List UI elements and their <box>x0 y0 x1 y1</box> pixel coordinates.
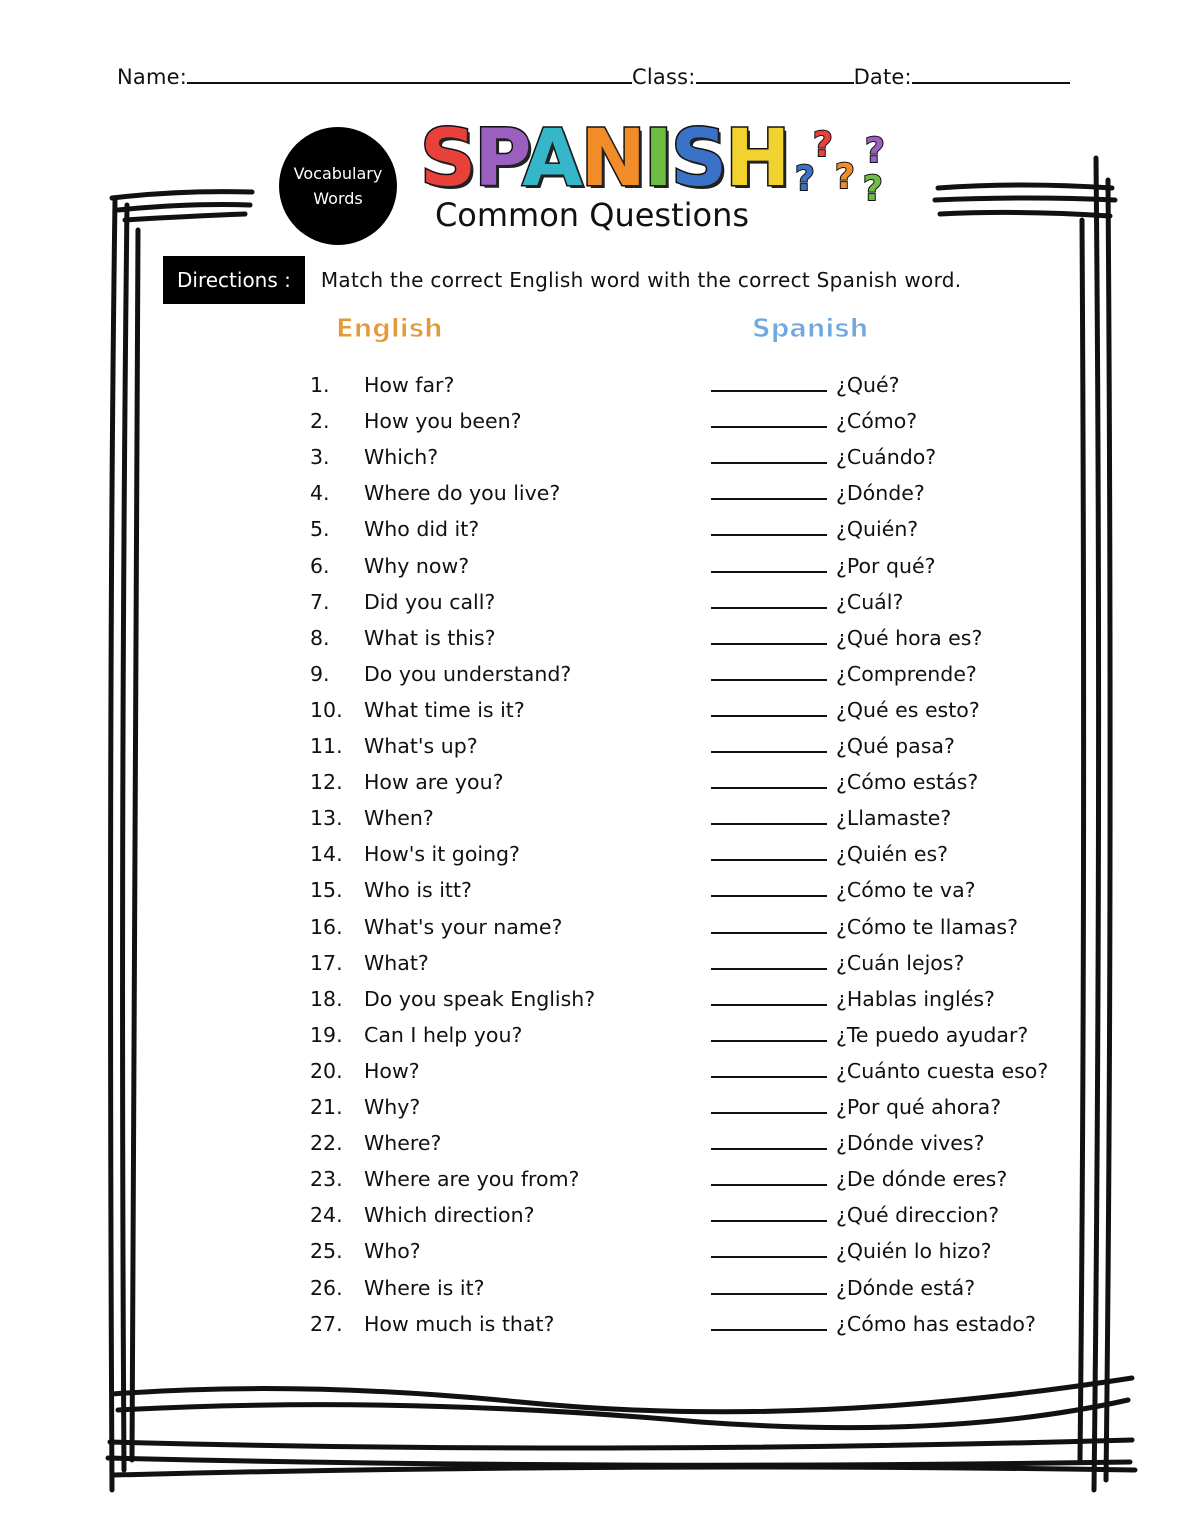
matching-row <box>0 1163 1187 1199</box>
answer-blank[interactable] <box>711 1204 827 1222</box>
item-number: 12. <box>310 770 343 794</box>
item-number: 3. <box>310 445 330 469</box>
spanish-phrase: ¿De dónde eres? <box>836 1167 1008 1191</box>
answer-blank[interactable] <box>711 843 827 861</box>
matching-row <box>0 369 1187 405</box>
english-phrase: Can I help you? <box>364 1023 523 1047</box>
english-phrase: How's it going? <box>364 842 520 866</box>
directions-bar <box>163 256 1083 304</box>
item-number: 2. <box>310 409 330 433</box>
matching-row <box>0 1091 1187 1127</box>
spanish-answer-cell <box>711 1095 1001 1119</box>
name-label: Name: <box>117 65 188 89</box>
item-number: 18. <box>310 987 343 1011</box>
answer-blank[interactable] <box>711 1313 827 1331</box>
matching-row <box>0 983 1187 1019</box>
spanish-answer-cell <box>711 1167 1007 1191</box>
answer-blank[interactable] <box>711 446 827 464</box>
spanish-phrase: ¿Cómo has estado? <box>836 1312 1036 1336</box>
spanish-phrase: ¿Hablas inglés? <box>836 987 995 1011</box>
spanish-phrase: ¿Cuándo? <box>836 445 937 469</box>
english-phrase: What's up? <box>364 734 478 758</box>
matching-row <box>0 1235 1187 1271</box>
matching-row <box>0 802 1187 838</box>
class-blank[interactable] <box>696 64 854 84</box>
matching-row <box>0 405 1187 441</box>
item-number: 9. <box>310 662 330 686</box>
question-mark-blue-icon: ? <box>795 159 815 199</box>
matching-row <box>0 586 1187 622</box>
page-subtitle: Common Questions <box>434 196 750 234</box>
answer-blank[interactable] <box>711 663 827 681</box>
question-mark-purple-icon: ? <box>865 131 885 171</box>
matching-row <box>0 766 1187 802</box>
spanish-answer-cell <box>711 1059 1048 1083</box>
title-letter: A <box>522 114 581 204</box>
spanish-phrase: ¿Cómo estás? <box>836 770 979 794</box>
spanish-answer-cell <box>711 1239 991 1263</box>
matching-row <box>0 550 1187 586</box>
spanish-phrase: ¿Qué? <box>836 373 900 397</box>
answer-blank[interactable] <box>711 699 827 717</box>
item-number: 22. <box>310 1131 343 1155</box>
item-number: 1. <box>310 373 330 397</box>
spanish-phrase: ¿Qué hora es? <box>836 626 983 650</box>
spanish-phrase: ¿Quién lo hizo? <box>836 1239 992 1263</box>
english-phrase: How you been? <box>364 409 522 433</box>
english-column-header: English <box>336 314 443 344</box>
spanish-phrase: ¿Dónde? <box>836 481 925 505</box>
english-phrase: Which direction? <box>364 1203 535 1227</box>
item-number: 6. <box>310 554 330 578</box>
english-phrase: Where is it? <box>364 1276 485 1300</box>
answer-blank[interactable] <box>711 374 827 392</box>
english-phrase: Did you call? <box>364 590 496 614</box>
title-letter: S <box>420 114 475 204</box>
spanish-answer-cell <box>711 698 980 722</box>
question-mark-orange-icon: ? <box>835 157 855 197</box>
spanish-answer-cell <box>711 915 1018 939</box>
english-phrase: Where? <box>364 1131 442 1155</box>
answer-blank[interactable] <box>711 879 827 897</box>
answer-blank[interactable] <box>711 627 827 645</box>
item-number: 27. <box>310 1312 343 1336</box>
item-number: 5. <box>310 517 330 541</box>
english-phrase: Who? <box>364 1239 421 1263</box>
spanish-answer-cell <box>711 626 982 650</box>
english-phrase: What time is it? <box>364 698 525 722</box>
answer-blank[interactable] <box>711 735 827 753</box>
page-title <box>420 114 789 204</box>
badge-line-1: Vocabulary <box>293 164 383 183</box>
spanish-answer-cell <box>711 1023 1028 1047</box>
matching-row <box>0 1127 1187 1163</box>
spanish-answer-cell <box>711 554 936 578</box>
item-number: 20. <box>310 1059 343 1083</box>
spanish-answer-cell <box>711 590 903 614</box>
english-phrase: When? <box>364 806 434 830</box>
english-phrase: Why? <box>364 1095 421 1119</box>
english-phrase: Why now? <box>364 554 470 578</box>
spanish-phrase: ¿Por qué? <box>836 554 936 578</box>
answer-blank[interactable] <box>711 518 827 536</box>
spanish-answer-cell <box>711 951 964 975</box>
matching-row <box>0 1272 1187 1308</box>
matching-row <box>0 838 1187 874</box>
answer-blank[interactable] <box>711 807 827 825</box>
item-number: 24. <box>310 1203 343 1227</box>
answer-blank[interactable] <box>711 1024 827 1042</box>
spanish-phrase: ¿Te puedo ayudar? <box>836 1023 1029 1047</box>
item-number: 17. <box>310 951 343 975</box>
item-number: 21. <box>310 1095 343 1119</box>
spanish-answer-cell <box>711 987 995 1011</box>
english-phrase: How are you? <box>364 770 504 794</box>
english-phrase: What's your name? <box>364 915 563 939</box>
spanish-answer-cell <box>711 1203 999 1227</box>
english-phrase: Do you speak English? <box>364 987 596 1011</box>
spanish-phrase: ¿Quién? <box>836 517 919 541</box>
answer-blank[interactable] <box>711 916 827 934</box>
spanish-column-header: Spanish <box>752 314 869 344</box>
date-label: Date: <box>853 65 912 89</box>
directions-label: Directions : <box>163 256 305 304</box>
spanish-phrase: ¿Llamaste? <box>836 806 952 830</box>
answer-blank[interactable] <box>711 988 827 1006</box>
spanish-answer-cell <box>711 373 900 397</box>
item-number: 14. <box>310 842 343 866</box>
spanish-phrase: ¿Cómo? <box>836 409 918 433</box>
answer-blank[interactable] <box>711 555 827 573</box>
item-number: 10. <box>310 698 343 722</box>
spanish-phrase: ¿Cómo te va? <box>836 878 976 902</box>
spanish-answer-cell <box>711 445 936 469</box>
answer-blank[interactable] <box>711 771 827 789</box>
item-number: 23. <box>310 1167 343 1191</box>
badge-line-2: Words <box>313 189 363 208</box>
spanish-answer-cell <box>711 734 955 758</box>
item-number: 19. <box>310 1023 343 1047</box>
vocabulary-words-badge <box>279 127 397 245</box>
item-number: 25. <box>310 1239 343 1263</box>
spanish-answer-cell <box>711 842 948 866</box>
spanish-phrase: ¿Cuánto cuesta eso? <box>836 1059 1049 1083</box>
answer-blank[interactable] <box>711 952 827 970</box>
english-phrase: How far? <box>364 373 455 397</box>
title-letter: N <box>580 114 644 204</box>
matching-row <box>0 477 1187 513</box>
item-number: 7. <box>310 590 330 614</box>
item-number: 26. <box>310 1276 343 1300</box>
name-blank[interactable] <box>187 64 632 84</box>
answer-blank[interactable] <box>711 1240 827 1258</box>
spanish-answer-cell <box>711 481 925 505</box>
item-number: 8. <box>310 626 330 650</box>
spanish-phrase: ¿Cuán lejos? <box>836 951 965 975</box>
spanish-phrase: ¿Cómo te llamas? <box>836 915 1018 939</box>
english-phrase: Where are you from? <box>364 1167 580 1191</box>
spanish-phrase: ¿Qué es esto? <box>836 698 980 722</box>
matching-row <box>0 441 1187 477</box>
item-number: 13. <box>310 806 343 830</box>
english-phrase: How? <box>364 1059 420 1083</box>
item-number: 16. <box>310 915 343 939</box>
english-phrase: Where do you live? <box>364 481 561 505</box>
spanish-answer-cell <box>711 662 977 686</box>
matching-row <box>0 1199 1187 1235</box>
spanish-phrase: ¿Qué pasa? <box>836 734 955 758</box>
date-blank[interactable] <box>912 64 1070 84</box>
matching-row <box>0 513 1187 549</box>
matching-row <box>0 911 1187 947</box>
spanish-answer-cell <box>711 1276 975 1300</box>
spanish-answer-cell <box>711 1312 1036 1336</box>
matching-row <box>0 694 1187 730</box>
matching-row <box>0 947 1187 983</box>
spanish-phrase: ¿Cuál? <box>836 590 904 614</box>
english-phrase: Who did it? <box>364 517 480 541</box>
answer-blank[interactable] <box>711 1132 827 1150</box>
english-phrase: What is this? <box>364 626 496 650</box>
answer-blank[interactable] <box>711 482 827 500</box>
answer-blank[interactable] <box>711 1060 827 1078</box>
matching-row <box>0 622 1187 658</box>
class-label: Class: <box>632 65 696 89</box>
question-mark-red-icon: ? <box>813 128 833 165</box>
matching-row <box>0 1308 1187 1344</box>
item-number: 15. <box>310 878 343 902</box>
question-marks-icon <box>793 128 903 208</box>
student-info-line <box>117 64 1077 89</box>
english-phrase: Do you understand? <box>364 662 572 686</box>
item-number: 11. <box>310 734 343 758</box>
matching-row <box>0 658 1187 694</box>
spanish-answer-cell <box>711 409 917 433</box>
directions-text: Match the correct English word with the correct Spanish word. <box>320 268 962 292</box>
spanish-answer-cell <box>711 517 918 541</box>
english-phrase: How much is that? <box>364 1312 555 1336</box>
spanish-answer-cell <box>711 806 951 830</box>
spanish-answer-cell <box>711 878 976 902</box>
answer-blank[interactable] <box>711 1168 827 1186</box>
answer-blank[interactable] <box>711 1096 827 1114</box>
matching-row <box>0 1055 1187 1091</box>
spanish-phrase: ¿Dónde está? <box>836 1276 976 1300</box>
spanish-phrase: ¿Comprende? <box>836 662 977 686</box>
spanish-answer-cell <box>711 770 978 794</box>
spanish-phrase: ¿Quién es? <box>836 842 948 866</box>
title-letter: S <box>670 114 726 204</box>
matching-row <box>0 1019 1187 1055</box>
question-mark-green-icon: ? <box>863 169 883 208</box>
answer-blank[interactable] <box>711 410 827 428</box>
answer-blank[interactable] <box>711 1277 827 1295</box>
title-letter: I <box>643 114 671 204</box>
spanish-phrase: ¿Dónde vives? <box>836 1131 985 1155</box>
matching-row <box>0 874 1187 910</box>
spanish-phrase: ¿Qué direccion? <box>836 1203 1000 1227</box>
item-number: 4. <box>310 481 330 505</box>
title-letter: H <box>725 114 789 204</box>
spanish-answer-cell <box>711 1131 984 1155</box>
english-phrase: What? <box>364 951 429 975</box>
title-letter: P <box>474 114 523 204</box>
answer-blank[interactable] <box>711 591 827 609</box>
english-phrase: Which? <box>364 445 439 469</box>
english-phrase: Who is itt? <box>364 878 472 902</box>
spanish-phrase: ¿Por qué ahora? <box>836 1095 1002 1119</box>
matching-row <box>0 730 1187 766</box>
